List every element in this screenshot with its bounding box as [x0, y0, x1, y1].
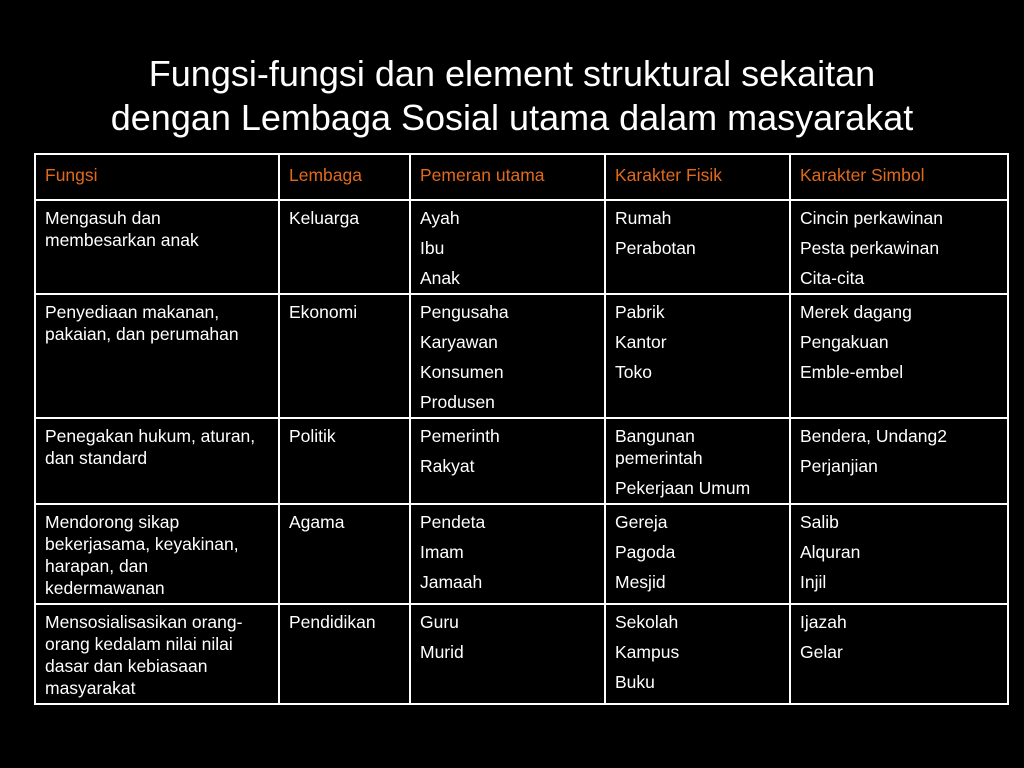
- list-item: Gelar: [800, 642, 843, 662]
- list-item: Guru: [420, 612, 459, 632]
- cell-pemeran: [410, 604, 605, 704]
- list-item: Salib: [800, 512, 839, 532]
- cell-fisik: [605, 504, 790, 604]
- list-item: Kantor: [615, 332, 667, 352]
- cell-fungsi: Penyediaan makanan, pakaian, dan perumahan: [35, 294, 279, 418]
- list-item: Pendeta: [420, 512, 486, 532]
- list-item: Emble-embel: [800, 362, 904, 382]
- cell-simbol: [790, 418, 1008, 504]
- list-item: Pagoda: [615, 542, 676, 562]
- list-item: Imam: [420, 542, 464, 562]
- cell-pemeran: [410, 418, 605, 504]
- list-item: Sekolah: [615, 612, 679, 632]
- cell-lembaga: Keluarga: [279, 200, 410, 294]
- cell-fisik: [605, 604, 790, 704]
- header-fungsi: Fungsi: [35, 154, 279, 200]
- cell-simbol: [790, 504, 1008, 604]
- list-item: Murid: [420, 642, 464, 662]
- list-item: Mesjid: [615, 572, 666, 592]
- table-header-row: [35, 154, 1008, 200]
- cell-lembaga: Ekonomi: [279, 294, 410, 418]
- list-item: Perjanjian: [800, 456, 878, 476]
- list-item: Merek dagang: [800, 302, 912, 322]
- list-item: Rumah: [615, 208, 672, 228]
- list-item: Pesta perkawinan: [800, 238, 940, 258]
- list-item: Pemerinth: [420, 426, 500, 446]
- table-row: [35, 294, 1008, 418]
- list-item: Pabrik: [615, 302, 665, 322]
- cell-fungsi: Penegakan hukum, aturan, dan standard: [35, 418, 279, 504]
- list-item: Cincin perkawinan: [800, 208, 943, 228]
- list-item: Gereja: [615, 512, 668, 532]
- list-item: Pengusaha: [420, 302, 509, 322]
- header-lembaga: Lembaga: [279, 154, 410, 200]
- cell-fungsi: Mensosialisasikan orang-orang kedalam nilai nilai dasar dan kebiasaan masyarakat: [35, 604, 279, 704]
- table-row: [35, 604, 1008, 704]
- list-item: Ibu: [420, 238, 445, 258]
- cell-fungsi: Mendorong sikap bekerjasama, keyakinan, harapan, dan kedermawanan: [35, 504, 279, 604]
- header-karakter-simbol: Karakter Simbol: [790, 154, 1008, 200]
- list-item: Karyawan: [420, 332, 498, 352]
- institution-table: [34, 153, 1009, 705]
- list-item: Kampus: [615, 642, 680, 662]
- slide-title-line-1: Fungsi-fungsi dan element struktural sekaitan: [148, 53, 876, 94]
- slide-title: [0, 52, 1024, 140]
- table-row: [35, 504, 1008, 604]
- table-row: [35, 418, 1008, 504]
- list-item: Bangunan pemerintah: [615, 426, 703, 468]
- list-item: Jamaah: [420, 572, 483, 592]
- cell-pemeran: [410, 504, 605, 604]
- list-item: Konsumen: [420, 362, 504, 382]
- list-item: Cita-cita: [800, 268, 865, 288]
- cell-fungsi: Mengasuh dan membesarkan anak: [35, 200, 279, 294]
- cell-fisik: [605, 294, 790, 418]
- list-item: Ayah: [420, 208, 460, 228]
- table-row: [35, 200, 1008, 294]
- list-item: Buku: [615, 672, 655, 692]
- list-item: Rakyat: [420, 456, 475, 476]
- cell-lembaga: Politik: [279, 418, 410, 504]
- header-pemeran-utama: Pemeran utama: [410, 154, 605, 200]
- cell-simbol: [790, 200, 1008, 294]
- cell-fisik: [605, 418, 790, 504]
- list-item: Bendera, Undang2: [800, 426, 947, 446]
- list-item: Pengakuan: [800, 332, 889, 352]
- cell-lembaga: Pendidikan: [279, 604, 410, 704]
- list-item: Injil: [800, 572, 827, 592]
- cell-pemeran: [410, 200, 605, 294]
- cell-lembaga: Agama: [279, 504, 410, 604]
- list-item: Perabotan: [615, 238, 696, 258]
- list-item: Toko: [615, 362, 652, 382]
- cell-pemeran: [410, 294, 605, 418]
- list-item: Pekerjaan Umum: [615, 478, 751, 498]
- cell-simbol: [790, 604, 1008, 704]
- list-item: Alquran: [800, 542, 861, 562]
- header-karakter-fisik: Karakter Fisik: [605, 154, 790, 200]
- list-item: Produsen: [420, 392, 495, 412]
- slide-title-line-2: dengan Lembaga Sosial utama dalam masyarakat: [110, 97, 914, 138]
- list-item: Anak: [420, 268, 460, 288]
- cell-simbol: [790, 294, 1008, 418]
- list-item: Ijazah: [800, 612, 847, 632]
- cell-fisik: [605, 200, 790, 294]
